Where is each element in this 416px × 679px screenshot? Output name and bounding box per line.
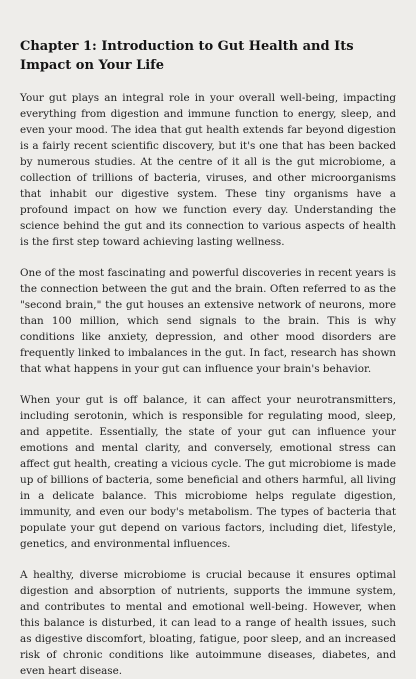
body-paragraph: When your gut is off balance, it can affect your neurotransmitters, including serotonin, which is responsible for regulating mood, sleep, and appetite. Essentially, the state of your gut can influence your emotions and mental clarity, and conversely, emotional stress can affect gut health, creating a vicious cycle. The gut microbiome is made up of billions of bacteria, some beneficial and others harmful, all living in a delicate balance. This microbiome helps regulate digestion, immunity, and even our body's metabolism. The types of bacteria that populate your gut depend on various factors, including diet, lifestyle, genetics, and environmental influences. (20, 394, 396, 550)
chapter-title: Chapter 1: Introduction to Gut Health and Its Impact on Your Life (20, 39, 354, 73)
body-paragraph: Your gut plays an integral role in your overall well-being, impacting everything from digestion and immune function to energy, sleep, and even your mood. The idea that gut health extends far beyond digestion is a fairly recent scientific discovery, but it's one that has been backed by numerous studies. At the centre of it all is the gut microbiome, a collection of trillions of bacteria, viruses, and other microorganisms that inhabit our digestive system. These tiny organisms have a profound impact on how we function every day. Understanding the science behind the gut and its connection to various aspects of health is the first step toward achieving lasting wellness. (20, 92, 396, 248)
body-paragraph: One of the most fascinating and powerful discoveries in recent years is the connection between the gut and the brain. Often referred to as the "second brain," the gut houses an extensive network of neurons, more than 100 million, which send signals to the brain. This is why conditions like anxiety, depression, and other mood disorders are frequently linked to imbalances in the gut. In fact, research has shown that what happens in your gut can influence your brain's behavior. (20, 267, 396, 375)
body-paragraph: A healthy, diverse microbiome is crucial because it ensures optimal digestion and absorption of nutrients, supports the immune system, and contributes to mental and emotional well-being. However, when this balance is disturbed, it can lead to a range of health issues, such as digestive discomfort, bloating, fatigue, poor sleep, and an increased risk of chronic conditions like autoimmune diseases, diabetes, and even heart disease. (20, 569, 396, 677)
